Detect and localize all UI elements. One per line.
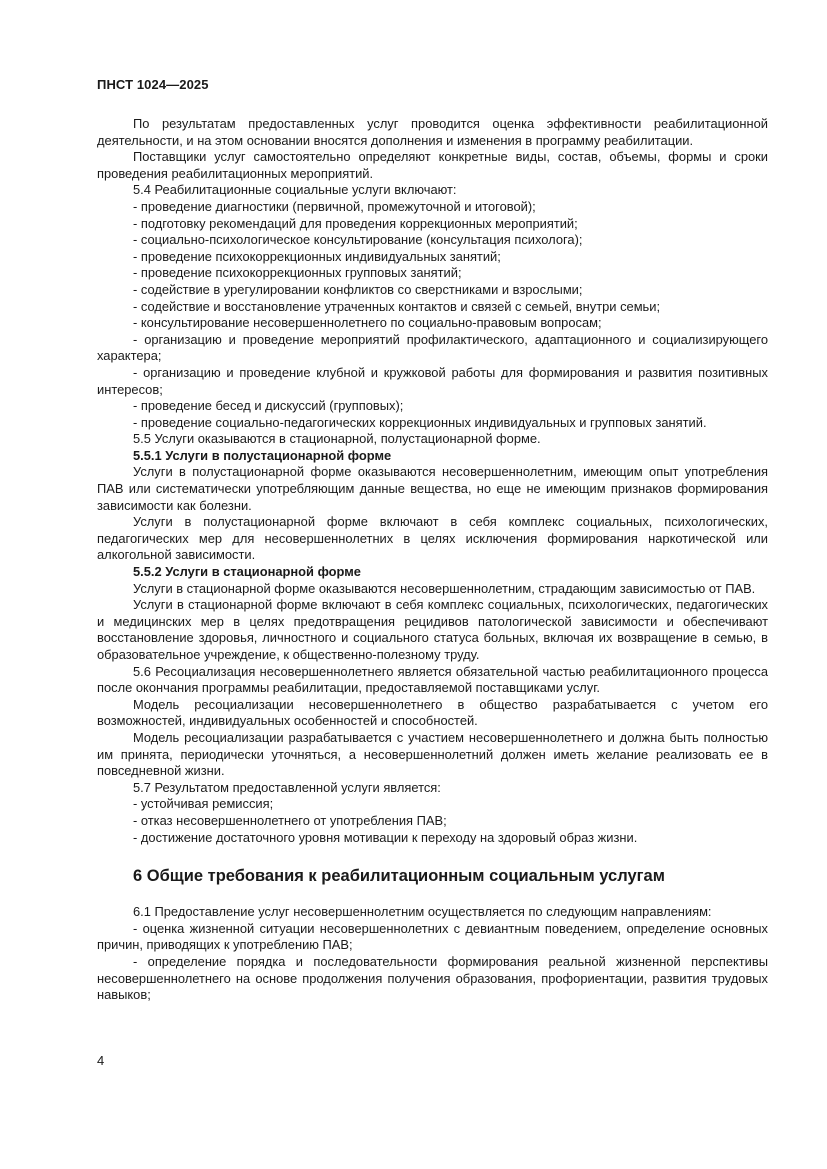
list-item: - проведение диагностики (первичной, промежуточной и итоговой); — [133, 198, 536, 214]
clause-5-4: 5.4 Реабилитационные социальные услуги включают: — [133, 182, 457, 198]
section-heading-6: 6 Общие требования к реабилитационным социальным услугам — [133, 867, 665, 886]
paragraph: Услуги в стационарной форме включают в себя комплекс социальных, психологических, педагогических и медицинских мер в целях предотвращения рецидивов патологической зависимости и обеспечивают восстановление здоровья, личностного и социального статуса больных, включая их возвращение в семью, в образовательное учреждение, к общественно-полезному труду. — [97, 597, 768, 662]
list-item: - проведение психокоррекционных групповых занятий; — [133, 265, 462, 281]
paragraph: По результатам предоставленных услуг проводится оценка эффективности реабилитационной деятельности, и на этом основании вносятся дополнения и изменения в программу реабилитации. — [97, 116, 768, 148]
document-code: ПНСТ 1024—2025 — [97, 77, 209, 92]
list-item: - определение порядка и последовательности формирования реальной жизненной перспективы несовершеннолетнего на основе продолжения получения образования, профориентации, развития трудовых навыков; — [97, 953, 768, 1003]
subsection-heading-5-5-1: 5.5.1 Услуги в полустационарной форме — [133, 447, 392, 463]
clause-5-5: 5.5 Услуги оказываются в стационарной, полустационарной форме. — [133, 431, 541, 447]
paragraph: Модель ресоциализации разрабатывается с участием несовершеннолетнего и должна быть полностью им принята, периодически уточняться, а несовершеннолетний должен иметь желание реализовать ее в повседневной жизни. — [97, 729, 768, 779]
list-item: - достижение достаточного уровня мотивации к переходу на здоровый образ жизни. — [133, 829, 638, 845]
list-item: - консультирование несовершеннолетнего по социально-правовым вопросам; — [133, 315, 602, 331]
clause-5-7: 5.7 Результатом предоставленной услуги является: — [133, 779, 441, 795]
page-number: 4 — [97, 1053, 105, 1068]
list-item: - оценка жизненной ситуации несовершеннолетних с девиантным поведением, определение основных причин, приводящих к употреблению ПАВ; — [97, 920, 768, 953]
paragraph: Услуги в полустационарной форме оказываются несовершеннолетним, имеющим опыт употребления ПАВ или систематически употребляющим данные вещества, но еще не имеющим признаков формирования зависимости как болезни. — [97, 464, 768, 513]
list-item: - содействие в урегулировании конфликтов со сверстниками и взрослыми; — [133, 281, 583, 297]
paragraph: Услуги в полустационарной форме включают в себя комплекс социальных, психологических, педагогических мер для несовершеннолетних в целях исключения формирования наркотической или алкогольной зависимости. — [97, 514, 768, 563]
paragraph: Поставщики услуг самостоятельно определяют конкретные виды, состав, объемы, формы и сроки проведения реабилитационных мероприятий. — [97, 149, 768, 181]
list-item: - отказ несовершеннолетнего от употребления ПАВ; — [133, 812, 447, 828]
list-item: - проведение социально-педагогических коррекционных индивидуальных и групповых занятий. — [133, 414, 707, 430]
list-item: - подготовку рекомендаций для проведения коррекционных мероприятий; — [133, 215, 578, 231]
list-item: - социально-психологическое консультирование (консультация психолога); — [133, 232, 583, 248]
subsection-heading-5-5-2: 5.5.2 Услуги в стационарной форме — [133, 564, 361, 580]
list-item: - содействие и восстановление утраченных контактов и связей с семьей, внутри семьи; — [133, 298, 661, 314]
list-item: - организацию и проведение клубной и кружковой работы для формирования и развития позитивных интересов; — [97, 364, 768, 397]
list-item: - организацию и проведение мероприятий профилактического, адаптационного и социализирующего характера; — [97, 331, 768, 364]
paragraph: Услуги в стационарной форме оказываются несовершеннолетним, страдающим зависимостью от ПАВ. — [133, 580, 756, 596]
paragraph: Модель ресоциализации несовершеннолетнего в общество разрабатывается с учетом его возможностей, индивидуальных особенностей и способностей. — [97, 696, 768, 729]
list-item: - проведение бесед и дискуссий (групповых); — [133, 398, 404, 414]
list-item: - устойчивая ремиссия; — [133, 796, 274, 812]
clause-5-6: 5.6 Ресоциализация несовершеннолетнего является обязательной частью реабилитационного процесса после окончания программы реабилитации, предоставляемой поставщиками услуг. — [97, 663, 768, 696]
clause-6-1: 6.1 Предоставление услуг несовершеннолетним осуществляется по следующим направлениям: — [133, 904, 712, 920]
document-body — [97, 116, 768, 1004]
list-item: - проведение психокоррекционных индивидуальных занятий; — [133, 248, 501, 264]
